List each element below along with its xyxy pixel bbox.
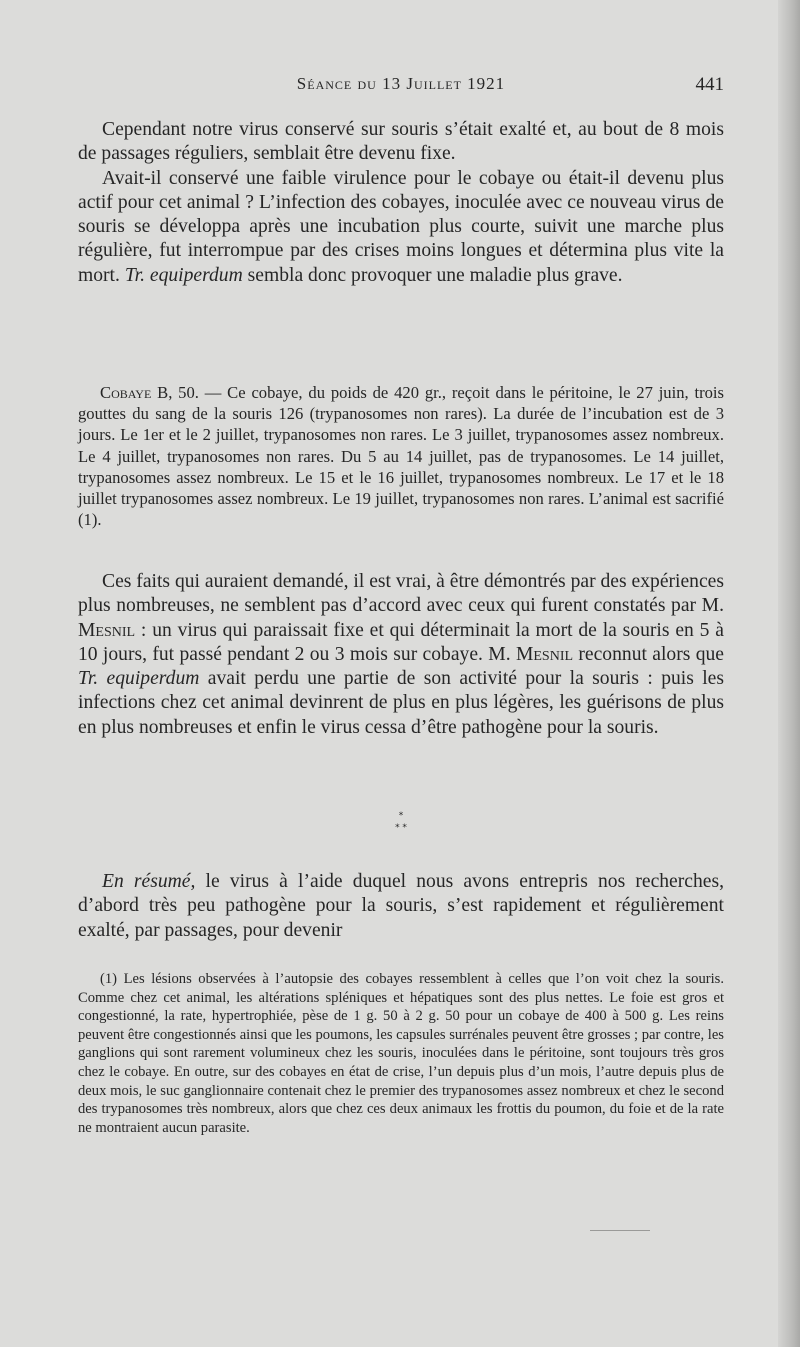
summary-block [78, 870, 724, 943]
author-name: Mesnil [78, 619, 136, 641]
observation-lead: Cobaye B, 50. [100, 383, 199, 402]
main-text-block [78, 118, 724, 288]
book-page [78, 0, 724, 1347]
paragraph-text: Ces faits qui auraient demandé, il est vrai, à être démontrés par des expériences plus nombreuses, ne semblent pas d’accord avec ceux qui furent constatés par M. [78, 571, 724, 617]
paragraph-text: avait perdu une partie de son activité pour la souris : puis les infections chez cet animal devinrent de plus en plus légères, les guérisons de plus en plus nombreuses et enfin le virus cessa d’être pathogène pour la souris. [78, 668, 724, 738]
footnote-text: Les lésions observées à l’autopsie des cobayes ressemblent à celles que l’on voit chez la souris. Comme chez cet animal, les altérations spléniques et hépatiques sont des plus nettes. Le foie est gros et congestionné, la rate, hypertrophiée, pèse de 1 g. 50 à 2 g. 50 pour un cobaye de 400 à 500 g. Les reins peuvent être congestionnés ainsi que les poumons, les capsules surrénales peuvent être grosses ; par contre, les ganglions qui sont rarement volumineux chez les souris, inoculées dans le péritoine, sont toujours très gros chez le cobaye. En outre, sur des cobayes en état de crise, l’un depuis plus d’un mois, l’autre depuis plus de deux mois, le suc ganglionnaire contenait chez le premier des trypanosomes assez nombreux et chez le second des trypanosomes très nombreux, alors que chez ces deux animaux les frottis du poumon, du foie et de la rate ne montraient aucun parasite. [78, 971, 724, 1136]
observation-text: — Ce cobaye, du poids de 420 gr., reçoit dans le péritoine, le 27 juin, trois gouttes du sang de la souris 126 (trypanosomes non rares). La durée de l’incubation est de 3 jours. Le 1er et le 2 juillet, trypanosomes non rares. Le 3 juillet, trypanosomes assez nombreux. Le 4 juillet, trypanosomes non rares. Du 5 au 14 juillet, pas de trypanosomes. Le 14 juillet, trypanosomes assez nombreux. Le 15 et le 16 juillet, trypanosomes nombreux. Le 17 et le 18 juillet trypanosomes assez nombreux. Le 19 juillet, trypanosomes non rares. L’animal est sacrifié (1). [78, 383, 724, 530]
section-separator [78, 810, 724, 850]
separator-star-bottom: * * [395, 823, 407, 833]
observation-cobaye-b50 [78, 382, 724, 530]
observation-block [78, 382, 724, 530]
species-name: Tr. equiperdum [124, 264, 243, 286]
discussion-block [78, 570, 724, 740]
page-smudge-line [590, 1230, 650, 1231]
footnote-marker: (1) [100, 971, 118, 987]
separator-star-top: * [398, 811, 404, 821]
species-name: Tr. equiperdum [78, 668, 200, 690]
paragraph-summary [78, 870, 724, 943]
footnote-block [78, 970, 724, 1137]
paragraph-text: Avait-il conservé une faible virulence pour le cobaye ou était-il devenu plus actif pour cet animal ? L’infection des cobayes, inoculée avec ce nouveau virus de souris se développa après une incubation plus courte, suivit une marche plus régulière, fut interrompue par des crises moins longues et détermina plus vite la mort. [78, 167, 724, 286]
book-spine-shadow [778, 0, 800, 1347]
footnote [78, 970, 724, 1137]
running-title: Séance du 13 Juillet 1921 [296, 74, 506, 93]
paragraph-virulence-cobaye [78, 167, 724, 288]
paragraph-mesnil-comparison [78, 570, 724, 740]
summary-text: le virus à l’aide duquel nous avons entrepris nos recherches, d’abord très peu pathogène pour la souris, s’est rapidement et régulièrement exalté, par passages, pour devenir [78, 871, 724, 941]
summary-lead: En résumé, [102, 871, 196, 892]
page-number: 441 [695, 74, 724, 95]
paragraph-text: reconnut alors que [573, 643, 724, 665]
paragraph-text: : un virus qui paraissait fixe et qui déterminait la mort de la souris en 5 à 10 jours, fut passé pendant 2 ou 3 mois sur cobaye. M. [78, 619, 724, 665]
paragraph-text: sembla donc provoquer une maladie plus grave. [242, 264, 623, 286]
running-head [78, 74, 724, 102]
paragraph-virus-fixed: Cependant notre virus conservé sur souris s’était exalté et, au bout de 8 mois de passages réguliers, semblait être devenu fixe. [78, 119, 724, 165]
author-name: Mesnil [515, 643, 574, 665]
